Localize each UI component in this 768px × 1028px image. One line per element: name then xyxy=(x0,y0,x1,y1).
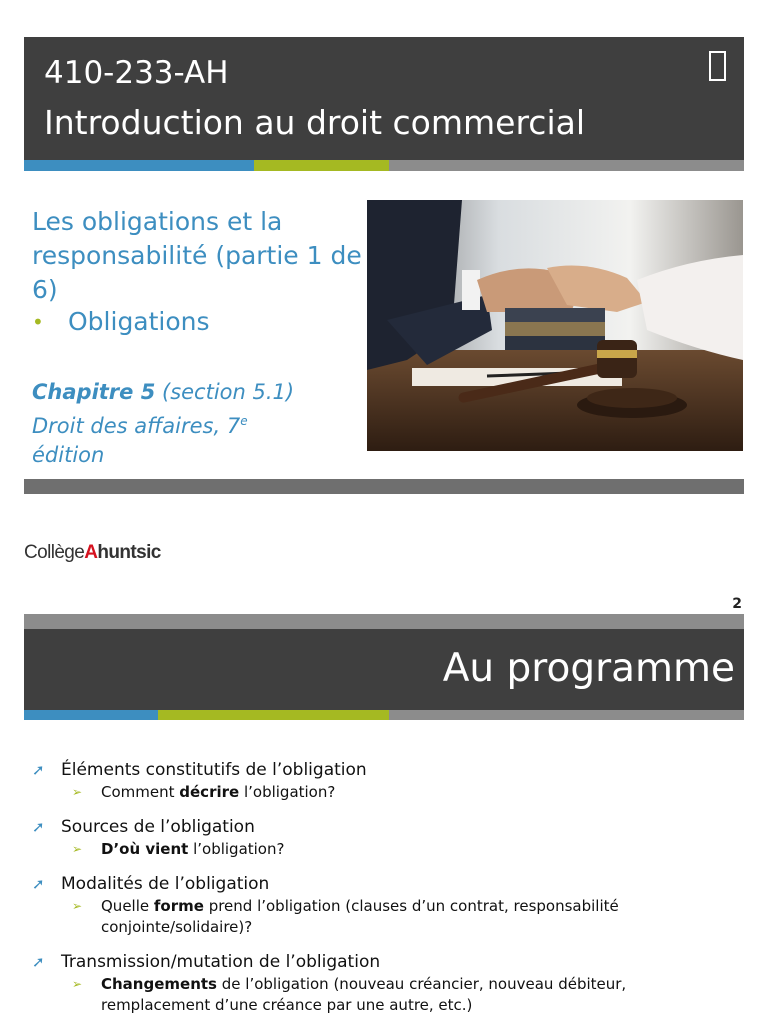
handshake-gavel-photo xyxy=(367,200,743,451)
arrowhead-right-icon: ➢ xyxy=(72,899,83,913)
agenda-sub-item xyxy=(32,896,732,938)
sub-text-pre: Quelle xyxy=(101,897,154,915)
sub-text-post: de l’obligation (nouveau créancier, nouveau débiteur, remplacement d’une créance par une autre, etc.) xyxy=(101,975,627,1014)
slide1-header xyxy=(24,37,744,160)
accent-stripe-gray xyxy=(389,710,744,720)
agenda-sub-item xyxy=(32,839,732,860)
chapter-reference xyxy=(32,378,362,470)
course-code: 410-233-AH xyxy=(44,55,229,91)
arrowhead-right-icon: ➢ xyxy=(72,785,83,799)
agenda-item-label xyxy=(32,758,732,782)
sub-text-bold: décrire xyxy=(179,783,240,801)
edition-superscript: e xyxy=(240,414,248,428)
arrowhead-right-icon: ➢ xyxy=(72,977,83,991)
book-title: Droit des affaires, 7 xyxy=(32,414,241,438)
chapter-section: (section 5.1) xyxy=(155,380,295,404)
list-item xyxy=(32,758,732,803)
agenda-item-label xyxy=(32,815,732,839)
arrow-up-right-icon: ➚ xyxy=(32,953,45,971)
accent-stripe-gray xyxy=(389,160,744,171)
sub-text-bold: D’où vient xyxy=(101,840,189,858)
item-label-text: Modalités de l’obligation xyxy=(61,874,270,894)
item-label-text: Sources de l’obligation xyxy=(61,817,255,837)
course-title: Introduction au droit commercial xyxy=(44,103,586,142)
bullet-text: Obligations xyxy=(68,307,210,336)
arrow-up-right-icon: ➚ xyxy=(32,818,45,836)
page-number: 2 xyxy=(732,596,742,612)
sub-text-post: l’obligation? xyxy=(188,840,285,858)
agenda-sub-item xyxy=(32,782,732,803)
list-item xyxy=(32,872,732,938)
arrow-up-right-icon: ➚ xyxy=(32,761,45,779)
placeholder-box-icon xyxy=(709,51,726,81)
sub-text-post: prend l’obligation (clauses d’un contrat, responsabilité conjointe/solidaire)? xyxy=(101,897,619,936)
list-item xyxy=(32,815,732,860)
logo-college-text: Collège xyxy=(24,542,85,563)
agenda-list xyxy=(32,758,732,1028)
accent-stripe-green xyxy=(254,160,389,171)
accent-stripe-blue xyxy=(24,710,158,720)
topic-heading: Les obligations et la responsabilité (partie 1 de 6) xyxy=(32,207,362,304)
arrowhead-right-icon: ➢ xyxy=(72,842,83,856)
accent-stripe-green xyxy=(158,710,389,720)
slide2-top-bar xyxy=(24,614,744,629)
slide2-header xyxy=(24,629,744,710)
book-edition: édition xyxy=(32,443,105,467)
sub-text-post: l’obligation? xyxy=(239,783,336,801)
list-item xyxy=(32,950,732,1016)
agenda-item-label xyxy=(32,950,732,974)
arrow-up-right-icon: ➚ xyxy=(32,875,45,893)
slide1-footer-bar xyxy=(24,479,744,494)
chapter-number: Chapitre 5 xyxy=(32,380,156,404)
sub-text-bold: Changements xyxy=(101,975,217,993)
accent-stripe-blue xyxy=(24,160,254,171)
logo-huntsic-text: huntsic xyxy=(97,542,161,563)
agenda-item-label xyxy=(32,872,732,896)
bullet-dot-icon: • xyxy=(32,310,44,334)
slide2-title: Au programme xyxy=(442,646,735,691)
item-label-text: Éléments constitutifs de l’obligation xyxy=(61,760,367,780)
agenda-sub-item xyxy=(32,974,732,1016)
logo-a-letter: A xyxy=(84,542,98,563)
college-logo xyxy=(24,542,161,564)
sub-text-bold: forme xyxy=(153,897,204,915)
sub-text-pre: Comment xyxy=(101,783,180,801)
item-label-text: Transmission/mutation de l’obligation xyxy=(61,952,381,972)
